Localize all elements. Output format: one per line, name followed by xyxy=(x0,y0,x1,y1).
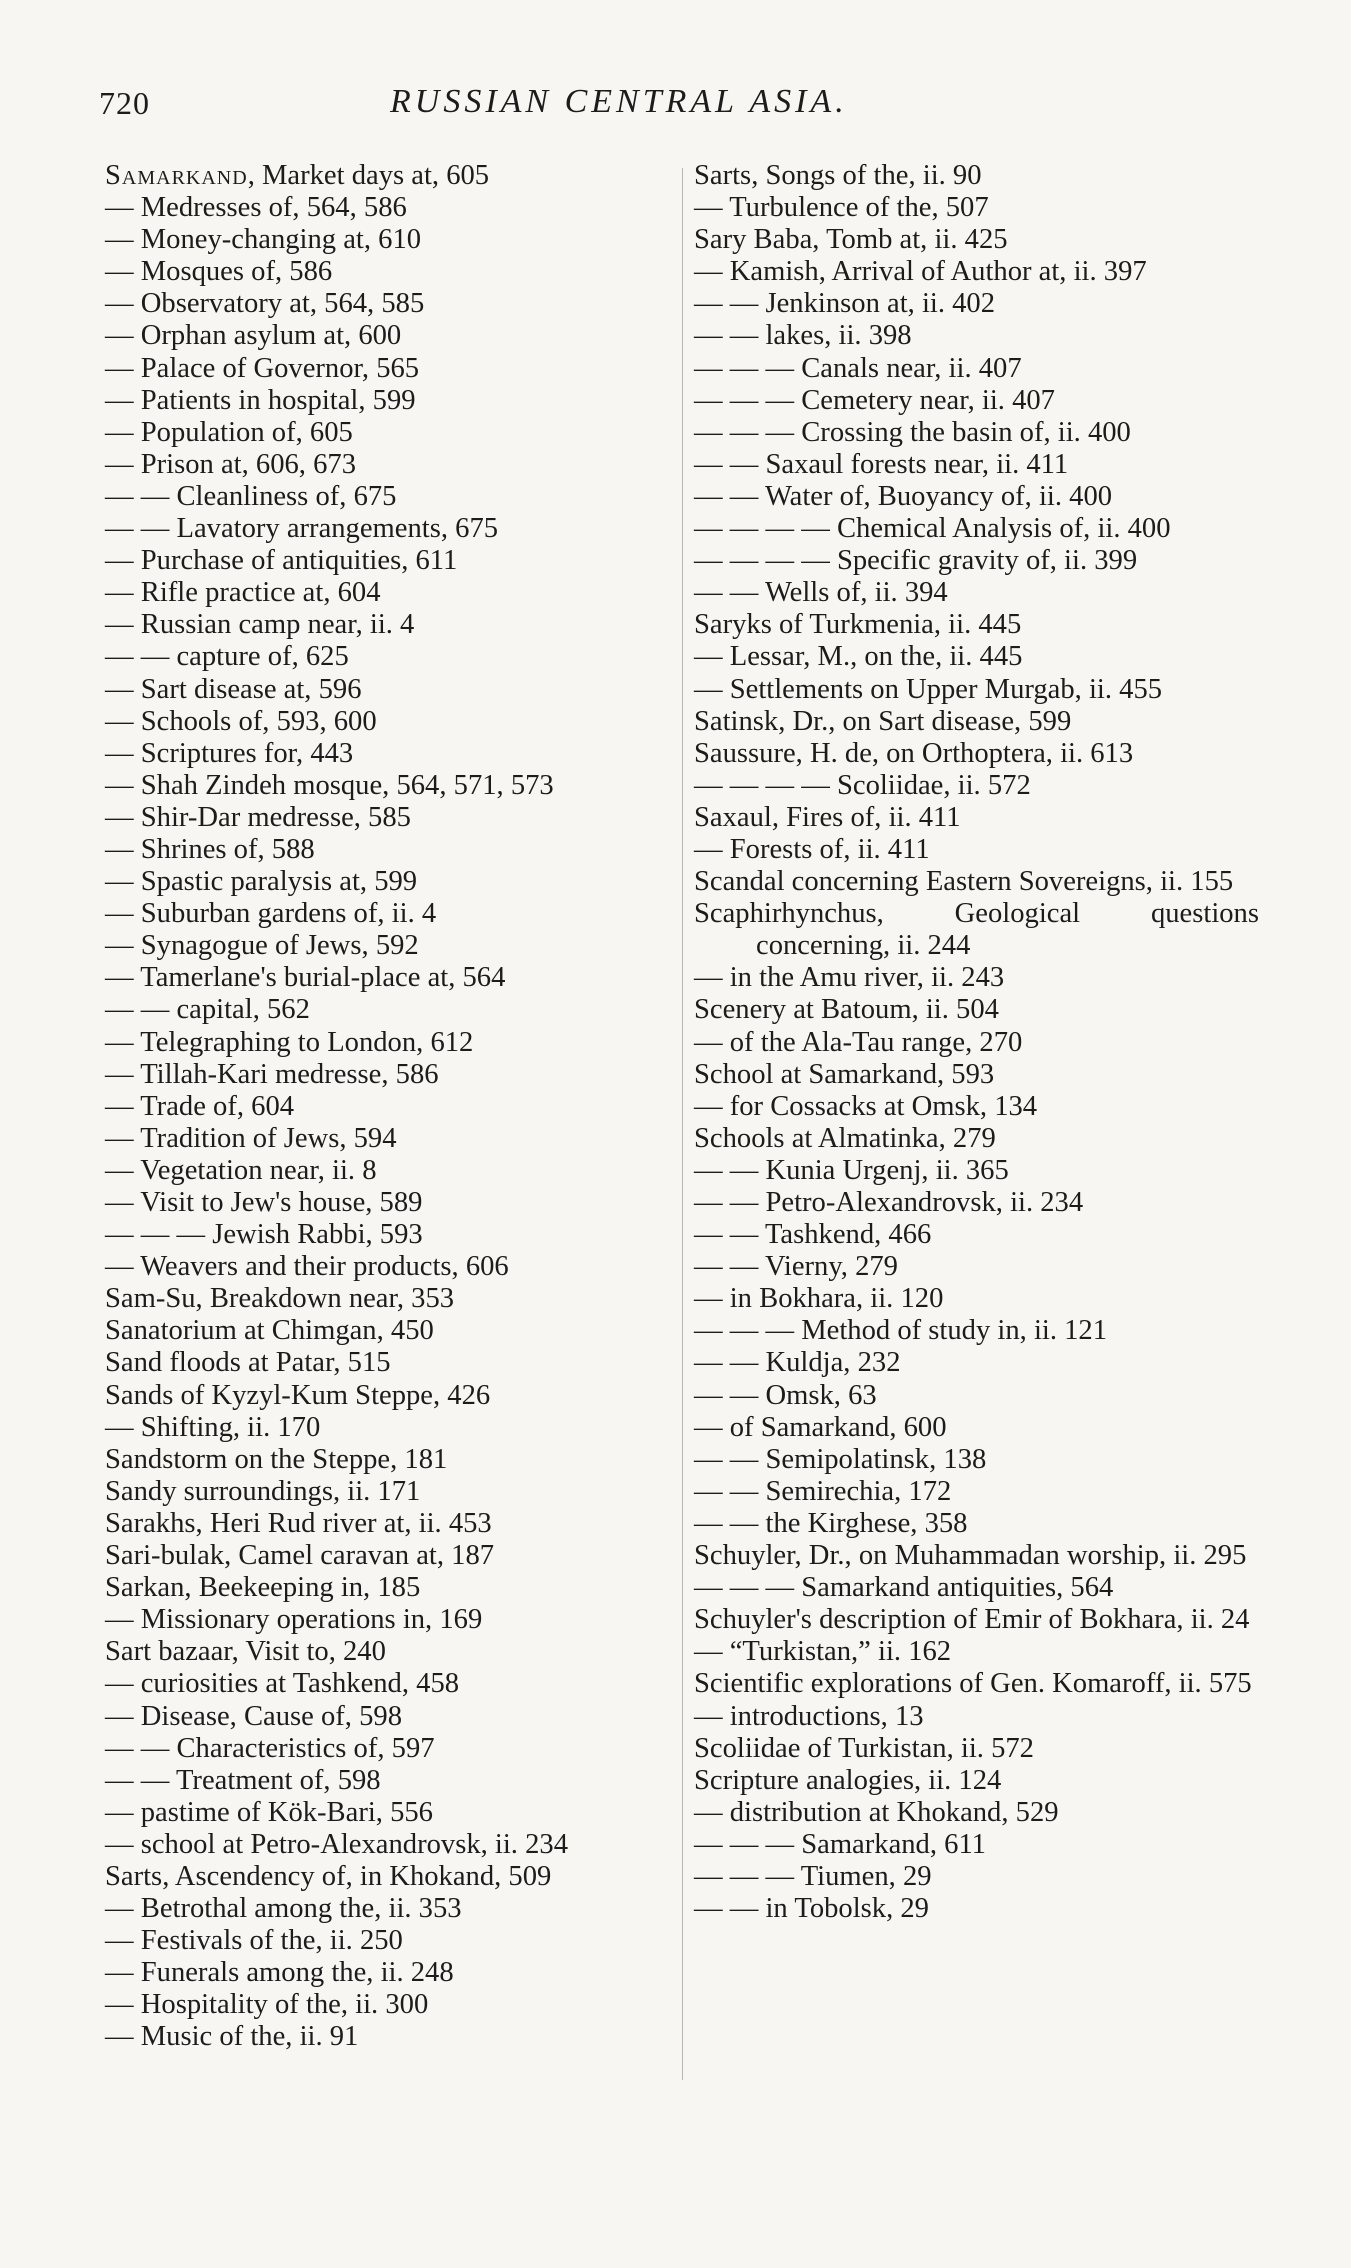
index-entry: — school at Petro-Alexandrovsk, ii. 234 xyxy=(105,1828,568,1860)
index-entry: — in the Amu river, ii. 243 xyxy=(694,962,1005,994)
index-entry: — Tillah-Kari medresse, 586 xyxy=(105,1058,439,1090)
index-entry: — Hospitality of the, ii. 300 xyxy=(105,1989,429,2021)
index-entry: Sandstorm on the Steppe, 181 xyxy=(105,1443,448,1475)
index-entry: — — capital, 562 xyxy=(105,994,310,1026)
index-entry: — — — — Chemical Analysis of, ii. 400 xyxy=(694,513,1171,545)
index-entry: — Trade of, 604 xyxy=(105,1090,295,1122)
index-entry: — — — — Scoliidae, ii. 572 xyxy=(694,769,1031,801)
index-entry: — for Cossacks at Omsk, 134 xyxy=(694,1090,1038,1122)
index-entry: Sam-Su, Breakdown near, 353 xyxy=(105,1283,455,1315)
index-entry: — Patients in hospital, 599 xyxy=(105,384,416,416)
index-entry: — Mosques of, 586 xyxy=(105,256,333,288)
index-entry: — of Samarkand, 600 xyxy=(694,1411,947,1443)
index-entry: Sand floods at Patar, 515 xyxy=(105,1347,391,1379)
index-entry: Sarts, Ascendency of, in Khokand, 509 xyxy=(105,1860,552,1892)
index-entry: — Orphan asylum at, 600 xyxy=(105,320,402,352)
index-entry: — Synagogue of Jews, 592 xyxy=(105,930,419,962)
index-entry: Sari-bulak, Camel caravan at, 187 xyxy=(105,1540,495,1572)
index-entry: — Money-changing at, 610 xyxy=(105,224,422,256)
index-entry: — Betrothal among the, ii. 353 xyxy=(105,1893,462,1925)
index-entry: — Festivals of the, ii. 250 xyxy=(105,1925,403,1957)
index-entry: — — Characteristics of, 597 xyxy=(105,1732,435,1764)
index-entry: — Scriptures for, 443 xyxy=(105,737,354,769)
index-entry: — — Kunia Urgenj, ii. 365 xyxy=(694,1154,1009,1186)
index-entry: — — Treatment of, 598 xyxy=(105,1764,381,1796)
index-entry: — — Lavatory arrangements, 675 xyxy=(105,513,499,545)
index-entry: Schools at Almatinka, 279 xyxy=(694,1122,996,1154)
page-number: 720 xyxy=(99,85,150,121)
index-entry: School at Samarkand, 593 xyxy=(694,1058,995,1090)
index-entry: — — Water of, Buoyancy of, ii. 400 xyxy=(694,480,1113,512)
index-entry: — distribution at Khokand, 529 xyxy=(694,1796,1059,1828)
index-entry: Scaphirhynchus, Geological questions concerning, ii. 244 xyxy=(694,898,1259,962)
index-entry: — — — Samarkand antiquities, 564 xyxy=(694,1572,1114,1604)
index-entry: — — Semirechia, 172 xyxy=(694,1475,952,1507)
index-entry: — introductions, 13 xyxy=(694,1700,924,1732)
index-entry: — — Semipolatinsk, 138 xyxy=(694,1443,987,1475)
index-entry: — Purchase of antiquities, 611 xyxy=(105,545,458,577)
index-entry: — — Petro-Alexandrovsk, ii. 234 xyxy=(694,1187,1084,1218)
index-entry: — Russian camp near, ii. 4 xyxy=(105,609,415,641)
index-entry: — Suburban gardens of, ii. 4 xyxy=(105,898,437,930)
index-entry: — — — Canals near, ii. 407 xyxy=(694,352,1022,384)
index-entry: — curiosities at Tashkend, 458 xyxy=(105,1668,460,1700)
index-entry: — Observatory at, 564, 585 xyxy=(105,288,425,320)
index-entry: Saryks of Turkmenia, ii. 445 xyxy=(694,609,1022,641)
index-entry: Sarts, Songs of the, ii. 90 xyxy=(694,160,982,191)
index-entry: — Forests of, ii. 411 xyxy=(694,833,930,865)
index-entry: Satinsk, Dr., on Sart disease, 599 xyxy=(694,705,1072,737)
index-entry: — Shah Zindeh mosque, 564, 571, 573 xyxy=(105,769,554,801)
index-entry: — — Wells of, ii. 394 xyxy=(694,577,948,609)
index-entry: — — lakes, ii. 398 xyxy=(694,320,912,352)
index-entry: — Spastic paralysis at, 599 xyxy=(105,866,418,898)
index-entry: — Medresses of, 564, 586 xyxy=(105,192,407,224)
index-entry: Scenery at Batoum, ii. 504 xyxy=(694,994,999,1026)
index-entry: — Tamerlane's burial-place at, 564 xyxy=(105,962,506,994)
index-entry: Sanatorium at Chimgan, 450 xyxy=(105,1315,434,1347)
index-entry: — Weavers and their products, 606 xyxy=(105,1251,509,1283)
index-entry: — Prison at, 606, 673 xyxy=(105,448,356,480)
index-entry: — — capture of, 625 xyxy=(105,641,349,673)
index-entry: — Shifting, ii. 170 xyxy=(105,1411,321,1443)
index-entry: Schuyler, Dr., on Muhammadan worship, ii. 295 xyxy=(694,1540,1247,1572)
index-entry: Scoliidae of Turkistan, ii. 572 xyxy=(694,1732,1034,1764)
index-entry: Sart bazaar, Visit to, 240 xyxy=(105,1636,386,1668)
index-entry: — Telegraphing to London, 612 xyxy=(105,1026,474,1058)
index-entry: — Visit to Jew's house, 589 xyxy=(105,1187,423,1218)
index-entry: — Rifle practice at, 604 xyxy=(105,577,381,609)
index-entry: Scripture analogies, ii. 124 xyxy=(694,1764,1002,1796)
index-entry: — — Vierny, 279 xyxy=(694,1251,898,1283)
index-entry: — Population of, 605 xyxy=(105,416,353,448)
index-entry: — — — Samarkand, 611 xyxy=(694,1828,986,1860)
index-column-left xyxy=(105,160,675,2054)
index-entry: Saussure, H. de, on Orthoptera, ii. 613 xyxy=(694,737,1134,769)
index-entry: Sarakhs, Heri Rud river at, ii. 453 xyxy=(105,1507,492,1539)
index-entry: — — Tashkend, 466 xyxy=(694,1219,932,1251)
index-entry: — — Cleanliness of, 675 xyxy=(105,480,397,512)
index-entry: Scientific explorations of Gen. Komaroff, ii. 575 xyxy=(694,1668,1252,1700)
index-entry: — Disease, Cause of, 598 xyxy=(105,1700,402,1732)
index-entry: — — Omsk, 63 xyxy=(694,1379,877,1411)
index-entry: — — Saxaul forests near, ii. 411 xyxy=(694,448,1069,480)
index-entry: — — the Kirghese, 358 xyxy=(694,1507,968,1539)
index-entry: — — Kuldja, 232 xyxy=(694,1347,901,1379)
index-entry: — Sart disease at, 596 xyxy=(105,673,362,705)
index-column-right xyxy=(694,160,1259,1925)
index-entry: — — — — Specific gravity of, ii. 399 xyxy=(694,545,1138,577)
index-entry: — Schools of, 593, 600 xyxy=(105,705,377,737)
index-entry: — Missionary operations in, 169 xyxy=(105,1604,483,1636)
index-entry: — Shir-Dar medresse, 585 xyxy=(105,801,411,833)
index-entry: Schuyler's description of Emir of Bokhara, ii. 24 xyxy=(694,1604,1250,1636)
index-entry: — — — Tiumen, 29 xyxy=(694,1860,932,1892)
index-entry: — Palace of Governor, 565 xyxy=(105,352,420,384)
index-entry: — Kamish, Arrival of Author at, ii. 397 xyxy=(694,256,1147,288)
index-entry: Sary Baba, Tomb at, ii. 425 xyxy=(694,224,1008,256)
index-entry: — pastime of Kök-Bari, 556 xyxy=(105,1796,433,1828)
index-entry: Sarkan, Beekeeping in, 185 xyxy=(105,1572,421,1604)
index-entry: Samarkand, Market days at, 605 xyxy=(105,160,490,191)
index-entry: Scandal concerning Eastern Sovereigns, ii. 155 xyxy=(694,866,1234,898)
index-entry: — in Bokhara, ii. 120 xyxy=(694,1283,944,1315)
index-entry: — Music of the, ii. 91 xyxy=(105,2021,359,2053)
index-entry: — of the Ala-Tau range, 270 xyxy=(694,1026,1023,1058)
index-entry: — Shrines of, 588 xyxy=(105,833,315,865)
index-entry: Saxaul, Fires of, ii. 411 xyxy=(694,801,961,833)
index-entry: — Settlements on Upper Murgab, ii. 455 xyxy=(694,673,1163,705)
index-entry: — — in Tobolsk, 29 xyxy=(694,1893,929,1925)
running-title: RUSSIAN CENTRAL ASIA. xyxy=(390,83,848,120)
index-entry: Sandy surroundings, ii. 171 xyxy=(105,1475,421,1507)
index-entry: — — — Cemetery near, ii. 407 xyxy=(694,384,1055,416)
index-entry: — Turbulence of the, 507 xyxy=(694,192,989,224)
index-entry: — — — Jewish Rabbi, 593 xyxy=(105,1219,423,1251)
index-entry: — — — Method of study in, ii. 121 xyxy=(694,1315,1108,1347)
index-entry: Sands of Kyzyl-Kum Steppe, 426 xyxy=(105,1379,491,1411)
index-entry: — — Jenkinson at, ii. 402 xyxy=(694,288,996,320)
index-entry: — Vegetation near, ii. 8 xyxy=(105,1154,377,1186)
index-entry: — “Turkistan,” ii. 162 xyxy=(694,1636,952,1668)
index-entry: — — — Crossing the basin of, ii. 400 xyxy=(694,416,1131,448)
index-entry: — Tradition of Jews, 594 xyxy=(105,1122,397,1154)
column-divider xyxy=(682,168,683,2080)
index-entry: — Lessar, M., on the, ii. 445 xyxy=(694,641,1023,673)
index-entry: — Funerals among the, ii. 248 xyxy=(105,1957,454,1989)
